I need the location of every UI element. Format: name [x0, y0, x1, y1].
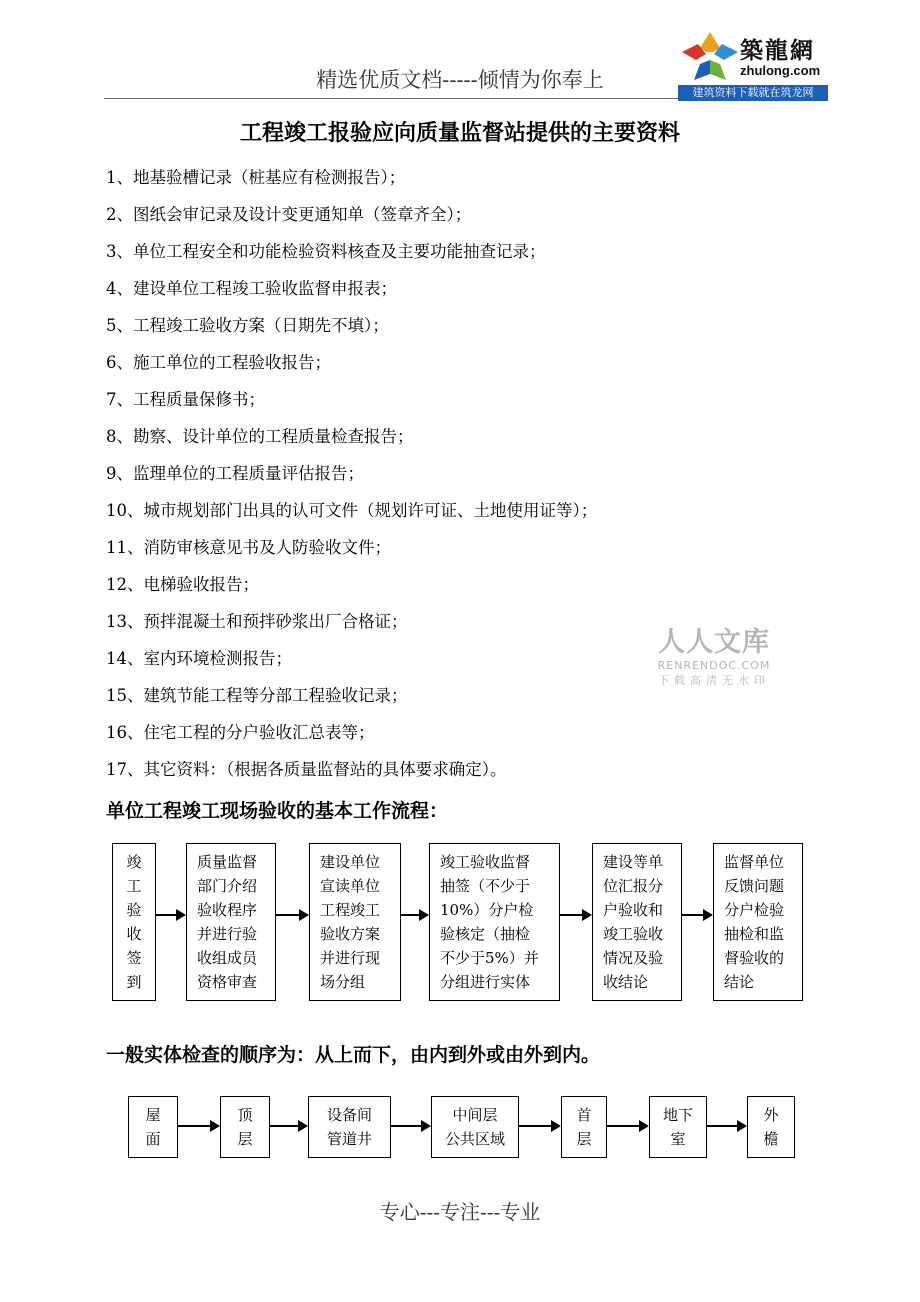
list-item: 6、施工单位的工程验收报告； [106, 353, 331, 372]
list-item: 17、其它资料：（根据各质量监督站的具体要求确定）。 [106, 760, 507, 779]
watermark-name: 人人文库 [658, 627, 770, 658]
zhulong-slogan: 建筑资料下载就在筑龙网 [678, 85, 828, 101]
list-item: 14、室内环境检测报告； [106, 649, 292, 668]
inspection-step-1 [128, 1096, 178, 1158]
inspection-step-3 [308, 1096, 391, 1158]
list-item: 16、住宅工程的分户验收汇总表等； [106, 723, 375, 742]
list-item: 15、建筑节能工程等分部工程验收记录； [106, 686, 408, 705]
process-step-label: 竣 工 验 收 签 到 [126, 853, 142, 991]
inspection-step-2 [220, 1096, 270, 1158]
inspection-step-label: 外 檐 [763, 1106, 779, 1148]
arrow-right-icon [607, 1125, 647, 1127]
list-item: 12、电梯验收报告； [106, 575, 259, 594]
list-item: 3、单位工程安全和功能检验资料核查及主要功能抽查记录； [106, 242, 546, 261]
list-item: 5、工程竣工验收方案（日期先不填）； [106, 316, 389, 335]
inspection-step-label: 中间层 公共区域 [444, 1106, 505, 1148]
list-item: 1、地基验槽记录（桩基应有检测报告）； [106, 168, 406, 187]
renrendoc-watermark [644, 620, 784, 688]
arrow-right-icon [276, 914, 307, 916]
inspection-step-label: 首 层 [576, 1106, 592, 1148]
arrow-right-icon [391, 1125, 429, 1127]
process-step-label: 质量监督 部门介绍 验收程序 并进行验 收组成员 资格审查 [197, 853, 258, 991]
watermark-tagline: 下载高清无水印 [658, 674, 770, 687]
process-step-label: 竣工验收监督 抽签（不少于 10%）分户检 验核定（抽检 不少于5%）并 分组进行实体 [440, 853, 539, 991]
inspection-step-4 [431, 1096, 519, 1158]
list-item: 4、建设单位工程竣工验收监督申报表； [106, 279, 397, 298]
document-title: 工程竣工报验应向质量监督站提供的主要资料 [239, 121, 680, 146]
page-footer-text: 专心---专注---专业 [379, 1200, 541, 1224]
process-step-2 [186, 843, 276, 1001]
process-step-1 [112, 843, 156, 1001]
list-item: 2、图纸会审记录及设计变更通知单（签章齐全）； [106, 205, 472, 224]
process-step-6 [713, 843, 803, 1001]
list-item: 10、城市规划部门出具的认可文件（规划许可证、土地使用证等）； [106, 501, 598, 520]
arrow-right-icon [519, 1125, 559, 1127]
inspection-step-5 [561, 1096, 607, 1158]
process-step-3 [309, 843, 401, 1001]
arrow-right-icon [682, 914, 711, 916]
arrow-right-icon [156, 914, 184, 916]
inspection-step-7 [747, 1096, 795, 1158]
zhulong-logo [676, 26, 830, 102]
process-step-label: 监督单位 反馈问题 分户检验 抽检和监 督验收的 结论 [724, 853, 785, 991]
page-header-text: 精选优质文档-----倾情为你奉上 [316, 68, 604, 92]
list-item: 11、消防审核意见书及人防验收文件； [106, 538, 391, 557]
list-item: 8、勘察、设计单位的工程质量检查报告； [106, 427, 414, 446]
watermark-site: RENRENDOC.COM [657, 659, 771, 672]
inspection-step-label: 顶 层 [237, 1106, 253, 1148]
list-item: 7、工程质量保修书； [106, 390, 265, 409]
arrow-right-icon [401, 914, 427, 916]
materials-list [106, 164, 806, 793]
inspection-section-title: 一般实体检查的顺序为：从上而下，由内到外或由外到内。 [106, 1044, 601, 1066]
zhulong-logo-mark-icon [680, 30, 740, 82]
inspection-step-label: 屋 面 [145, 1106, 161, 1148]
process-step-5 [592, 843, 682, 1001]
zhulong-brand: 築龍網 [740, 38, 815, 64]
arrow-right-icon [560, 914, 590, 916]
list-item: 9、监理单位的工程质量评估报告； [106, 464, 364, 483]
inspection-step-6 [649, 1096, 707, 1158]
inspection-step-label: 地下 室 [662, 1106, 693, 1148]
process-section-title: 单位工程竣工现场验收的基本工作流程： [106, 800, 449, 822]
zhulong-site: zhulong.com [740, 63, 821, 78]
arrow-right-icon [707, 1125, 745, 1127]
process-step-4 [429, 843, 560, 1001]
arrow-right-icon [178, 1125, 218, 1127]
arrow-right-icon [270, 1125, 306, 1127]
process-step-label: 建设等单 位汇报分 户验收和 竣工验收 情况及验 收结论 [603, 853, 664, 991]
list-item: 13、预拌混凝土和预拌砂浆出厂合格证； [106, 612, 408, 631]
inspection-step-label: 设备间 管道井 [326, 1106, 372, 1148]
process-step-label: 建设单位 宣读单位 工程竣工 验收方案 并进行现 场分组 [320, 853, 381, 991]
